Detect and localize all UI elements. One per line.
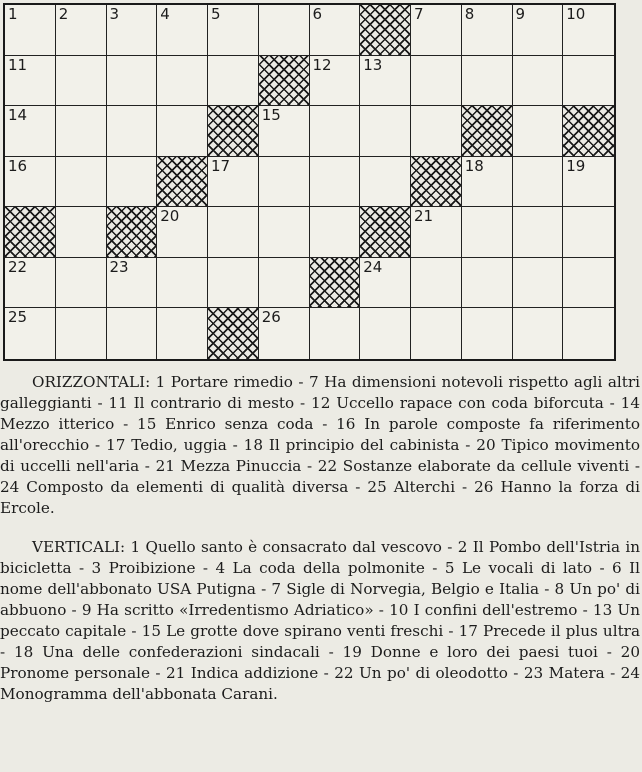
black-square bbox=[107, 207, 158, 258]
grid-cell[interactable] bbox=[208, 258, 259, 309]
grid-cell[interactable] bbox=[157, 5, 208, 56]
grid-cell[interactable] bbox=[411, 207, 462, 258]
clue-number: 2 bbox=[58, 5, 69, 23]
grid-cell[interactable] bbox=[259, 5, 310, 56]
black-square bbox=[411, 157, 462, 208]
grid-cell[interactable] bbox=[513, 258, 564, 309]
black-square bbox=[360, 207, 411, 258]
grid-cell[interactable] bbox=[360, 106, 411, 157]
grid-cell[interactable] bbox=[5, 308, 56, 359]
black-square bbox=[5, 207, 56, 258]
grid-cell[interactable] bbox=[462, 308, 513, 359]
clue-number: 20 bbox=[160, 207, 180, 226]
black-square bbox=[310, 258, 361, 309]
clue-number: 21 bbox=[414, 207, 434, 226]
across-clues bbox=[0, 372, 640, 519]
grid-cell[interactable] bbox=[157, 207, 208, 258]
grid-cell[interactable] bbox=[411, 258, 462, 309]
grid-cell[interactable] bbox=[411, 56, 462, 107]
clue-number: 6 bbox=[312, 5, 323, 23]
grid-cell[interactable] bbox=[157, 56, 208, 107]
grid-cell[interactable] bbox=[56, 56, 107, 107]
grid-cell[interactable] bbox=[513, 5, 564, 56]
grid-cell[interactable] bbox=[107, 56, 158, 107]
grid-cell[interactable] bbox=[107, 5, 158, 56]
grid-cell[interactable] bbox=[462, 5, 513, 56]
grid-cell[interactable] bbox=[5, 258, 56, 309]
grid-cell[interactable] bbox=[360, 56, 411, 107]
grid-cell[interactable] bbox=[208, 5, 259, 56]
clue-number: 17 bbox=[211, 156, 231, 175]
grid-cell[interactable] bbox=[563, 5, 614, 56]
grid-cell[interactable] bbox=[310, 56, 361, 107]
clue-number: 4 bbox=[160, 5, 170, 23]
clue-number: 26 bbox=[261, 308, 281, 327]
grid-cell[interactable] bbox=[563, 258, 614, 309]
grid-cell[interactable] bbox=[513, 106, 564, 157]
clue-number: 19 bbox=[566, 156, 586, 175]
black-square bbox=[259, 56, 310, 107]
grid-cell[interactable] bbox=[259, 258, 310, 309]
grid-cell[interactable] bbox=[462, 157, 513, 208]
clue-number: 13 bbox=[363, 55, 383, 74]
grid-cell[interactable] bbox=[56, 106, 107, 157]
clue-number: 23 bbox=[109, 257, 129, 276]
black-square bbox=[208, 106, 259, 157]
clue-number: 22 bbox=[8, 257, 28, 276]
grid-cell[interactable] bbox=[5, 106, 56, 157]
grid-cell[interactable] bbox=[513, 207, 564, 258]
grid-cell[interactable] bbox=[208, 207, 259, 258]
clue-number: 1 bbox=[8, 5, 18, 23]
grid-cell[interactable] bbox=[462, 207, 513, 258]
black-square bbox=[462, 106, 513, 157]
clue-number: 9 bbox=[515, 5, 526, 23]
grid-cell[interactable] bbox=[56, 308, 107, 359]
grid-cell[interactable] bbox=[5, 5, 56, 56]
grid-cell[interactable] bbox=[513, 308, 564, 359]
grid-cell[interactable] bbox=[563, 308, 614, 359]
grid-cell[interactable] bbox=[157, 106, 208, 157]
black-square bbox=[360, 5, 411, 56]
grid-cell[interactable] bbox=[259, 207, 310, 258]
grid-cell[interactable] bbox=[563, 207, 614, 258]
grid-cell[interactable] bbox=[5, 56, 56, 107]
clue-number: 25 bbox=[8, 308, 28, 327]
grid-cell[interactable] bbox=[107, 258, 158, 309]
grid-cell[interactable] bbox=[310, 5, 361, 56]
grid-cell[interactable] bbox=[56, 157, 107, 208]
grid-cell[interactable] bbox=[107, 106, 158, 157]
grid-cell[interactable] bbox=[462, 56, 513, 107]
grid-cell[interactable] bbox=[360, 157, 411, 208]
grid-cell[interactable] bbox=[56, 207, 107, 258]
grid-cell[interactable] bbox=[513, 157, 564, 208]
grid-cell[interactable] bbox=[360, 258, 411, 309]
clue-number: 5 bbox=[211, 5, 221, 23]
black-square bbox=[563, 106, 614, 157]
grid-cell[interactable] bbox=[310, 157, 361, 208]
clue-number: 3 bbox=[109, 5, 120, 23]
grid-cell[interactable] bbox=[310, 207, 361, 258]
grid-cell[interactable] bbox=[56, 5, 107, 56]
crossword-grid bbox=[3, 3, 616, 361]
black-square bbox=[208, 308, 259, 359]
grid-cell[interactable] bbox=[259, 106, 310, 157]
clue-number: 16 bbox=[8, 156, 28, 175]
grid-cell[interactable] bbox=[56, 258, 107, 309]
grid-cell[interactable] bbox=[157, 308, 208, 359]
grid-cell[interactable] bbox=[208, 157, 259, 208]
grid-cell[interactable] bbox=[411, 308, 462, 359]
grid-cell[interactable] bbox=[107, 308, 158, 359]
grid-cell[interactable] bbox=[513, 56, 564, 107]
grid-cell[interactable] bbox=[259, 157, 310, 208]
grid-cell[interactable] bbox=[411, 106, 462, 157]
clue-number: 11 bbox=[8, 55, 28, 74]
clue-number: 14 bbox=[8, 106, 28, 125]
grid-cell[interactable] bbox=[411, 5, 462, 56]
clue-number: 18 bbox=[464, 156, 484, 175]
grid-cell[interactable] bbox=[310, 308, 361, 359]
clue-number: 7 bbox=[414, 5, 424, 23]
grid-cell[interactable] bbox=[360, 308, 411, 359]
across-heading: ORIZZONTALI: bbox=[32, 373, 151, 391]
grid-cell[interactable] bbox=[107, 157, 158, 208]
grid-cell[interactable] bbox=[157, 258, 208, 309]
grid-cell[interactable] bbox=[208, 56, 259, 107]
clue-number: 12 bbox=[312, 55, 332, 74]
across-clue-text: 1 Portare rimedio - 7 Ha dimensioni notevoli rispetto agli altri galleggianti - 11 Il contrario di mesto - 12 Uccello rapace con coda biforcuta - 14 Mezzo itterico - 15 Enrico senza coda - 16 In parole composte fa riferimento all'orecchio - 17 Tedio, uggia - 18 Il principio del cabinista - 20 Tipico movimento di uccelli nell'aria - 21 Mezza Pinuccia - 22 Sostanze elaborate da cellule viventi - 24 Composto da elementi di qualità diversa - 25 Alterchi - 26 Hanno la forza di Ercole. bbox=[0, 373, 640, 517]
clue-number: 8 bbox=[464, 5, 475, 23]
down-clue-text: 1 Quello santo è consacrato dal vescovo - 2 Il Pombo dell'Istria in bicicletta - 3 Proibizione - 4 La coda della polmonite - 5 Le vocali di lato - 6 Il nome dell'abbonato USA Putigna - 7 Sigle di Norvegia, Belgio e Italia - 8 Un po' di abbuono - 9 Ha scritto «Irredentismo Adriatico» - 10 I confini dell'estremo - 13 Un peccato capitale - 15 Le grotte dove spirano venti freschi - 17 Precede il plus ultra - 18 Una delle confederazioni sindacali - 19 Donne e loro dei paesi tuoi - 20 Pronome personale - 21 Indica addizione - 22 Un po' di oleodotto - 23 Matera - 24 Monogramma dell'abbonata Carani. bbox=[0, 538, 641, 703]
black-square bbox=[157, 157, 208, 208]
grid-cell[interactable] bbox=[563, 157, 614, 208]
grid-cell[interactable] bbox=[462, 258, 513, 309]
clues-section bbox=[0, 372, 640, 723]
clue-number: 24 bbox=[363, 257, 383, 276]
clue-number: 15 bbox=[261, 106, 281, 125]
grid-cell[interactable] bbox=[5, 157, 56, 208]
clue-number: 10 bbox=[566, 5, 586, 23]
down-clues bbox=[0, 537, 640, 705]
grid-cell[interactable] bbox=[563, 56, 614, 107]
grid-cell[interactable] bbox=[259, 308, 310, 359]
grid-cell[interactable] bbox=[310, 106, 361, 157]
down-heading: VERTICALI: bbox=[32, 538, 126, 556]
